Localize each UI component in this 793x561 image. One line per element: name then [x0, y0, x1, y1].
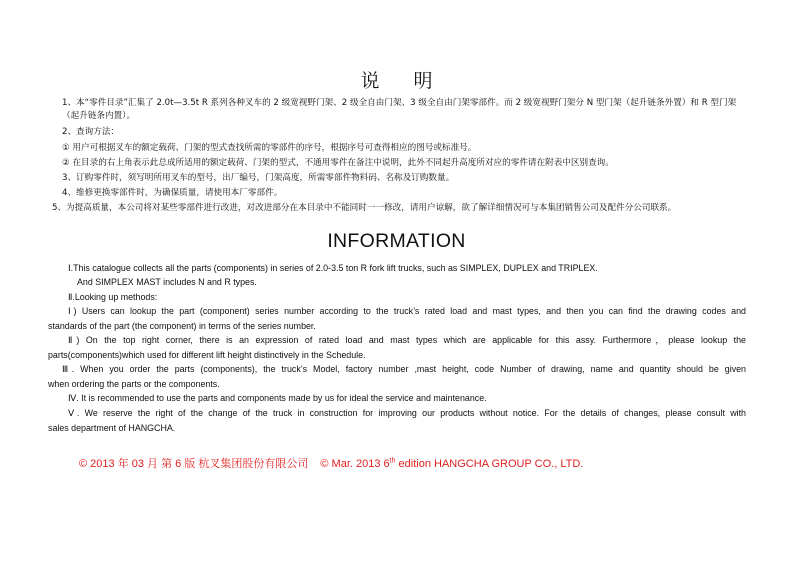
- en-item-3-line1: Ⅲ. When you order the parts (components), the truck’s Model, factory number ,mast height, code Number of drawing, name and quantity should be given: [62, 364, 746, 374]
- en-item-4: Ⅳ. It is recommended to use the parts and components made by us for ideal the service and maintenance.: [68, 393, 487, 403]
- cn-paragraph-3: 3、订购零件时，须写明所用叉车的型号，出厂编号，门架高度，所需零部件物料码、名称及订购数量。: [62, 173, 455, 183]
- cn-paragraph-2b: ② 在目录的右上角表示此总成所适用的额定载荷、门架的型式，不通用零件在备注中说明，此外不同起升高度所对应的零件请在附表中区别查询。: [62, 158, 614, 168]
- cn-title: 说 明: [360, 70, 447, 92]
- en-item-5: [48, 406, 746, 435]
- en-title: INFORMATION: [327, 230, 466, 252]
- cn-paragraph-2: 2、查询方法：: [62, 127, 120, 137]
- en-copyright: [320, 458, 583, 470]
- en-item-2b-line2: parts(components)which used for different lift height distinctively in the Schedule.: [48, 349, 366, 360]
- en-item-2a-line2: standards of the part (the component) in terms of the series number.: [48, 320, 316, 331]
- cn-paragraph-5: 5、为提高质量，本公司将对某些零部件进行改进，对改进部分在本目录中不能同时一一修改，请用户谅解，欲了解详细情况可与本集团销售公司及配件分公司联系。: [52, 203, 677, 213]
- en-item-5-line2: sales department of HANGCHA.: [48, 422, 176, 433]
- cn-paragraph-1: 1、本“零件目录”汇集了 2.0t—3.5t R 系列各种叉车的 2 级宽视野门架、2 级全自由门架、3 级全自由门架零部件。而 2 级宽视野门架分 N 型门架（起升链条外置）和 R 型门架（起升链条内置）。: [62, 98, 737, 121]
- en-item-2: Ⅱ.Looking up methods:: [68, 292, 158, 302]
- copyright-footer: [79, 455, 759, 471]
- en-item-3-line2: when ordering the parts or the components.: [48, 378, 220, 389]
- en-item-2a-line1: Ⅰ) Users can lookup the part (component) series number according to the truck’s rated load and mast types, and then you can find the drawing codes and: [68, 306, 746, 316]
- en-item-1b: And SIMPLEX MAST includes N and R types.: [77, 277, 257, 287]
- en-item-3: [48, 362, 746, 391]
- en-copyright-pre: © Mar. 2013 6: [320, 458, 390, 470]
- cn-paragraph-4: 4、维修更换零部件时，为确保质量，请使用本厂零部件。: [62, 188, 283, 198]
- en-item-2b: [48, 333, 746, 362]
- cn-copyright: © 2013 年 03 月 第 6 版 杭叉集团股份有限公司: [79, 458, 309, 470]
- en-item-1: Ⅰ.This catalogue collects all the parts (components) in series of 2.0-3.5 ton R fork lift trucks, such as SIMPLEX, DUPLEX and TRIPLEX.: [68, 263, 598, 273]
- en-copyright-sup: th: [389, 457, 396, 465]
- en-copyright-post: edition HANGCHA GROUP CO., LTD.: [395, 458, 584, 470]
- en-item-5-line1: Ⅴ. We reserve the right of the change of the truck in construction for improving our products without notice. For the details of changes, please consult with: [68, 408, 746, 418]
- cn-paragraph-2a: ① 用户可根据叉车的额定载荷、门架的型式查找所需的零部件的序号，根据序号可查得相应的图号或标准号。: [62, 143, 477, 153]
- en-item-2b-line1: Ⅱ) On the top right corner, there is an expression of rated load and mast types which are applicable for this assy. Furthermore，please lookup the: [68, 335, 746, 345]
- en-item-2a: [48, 304, 746, 333]
